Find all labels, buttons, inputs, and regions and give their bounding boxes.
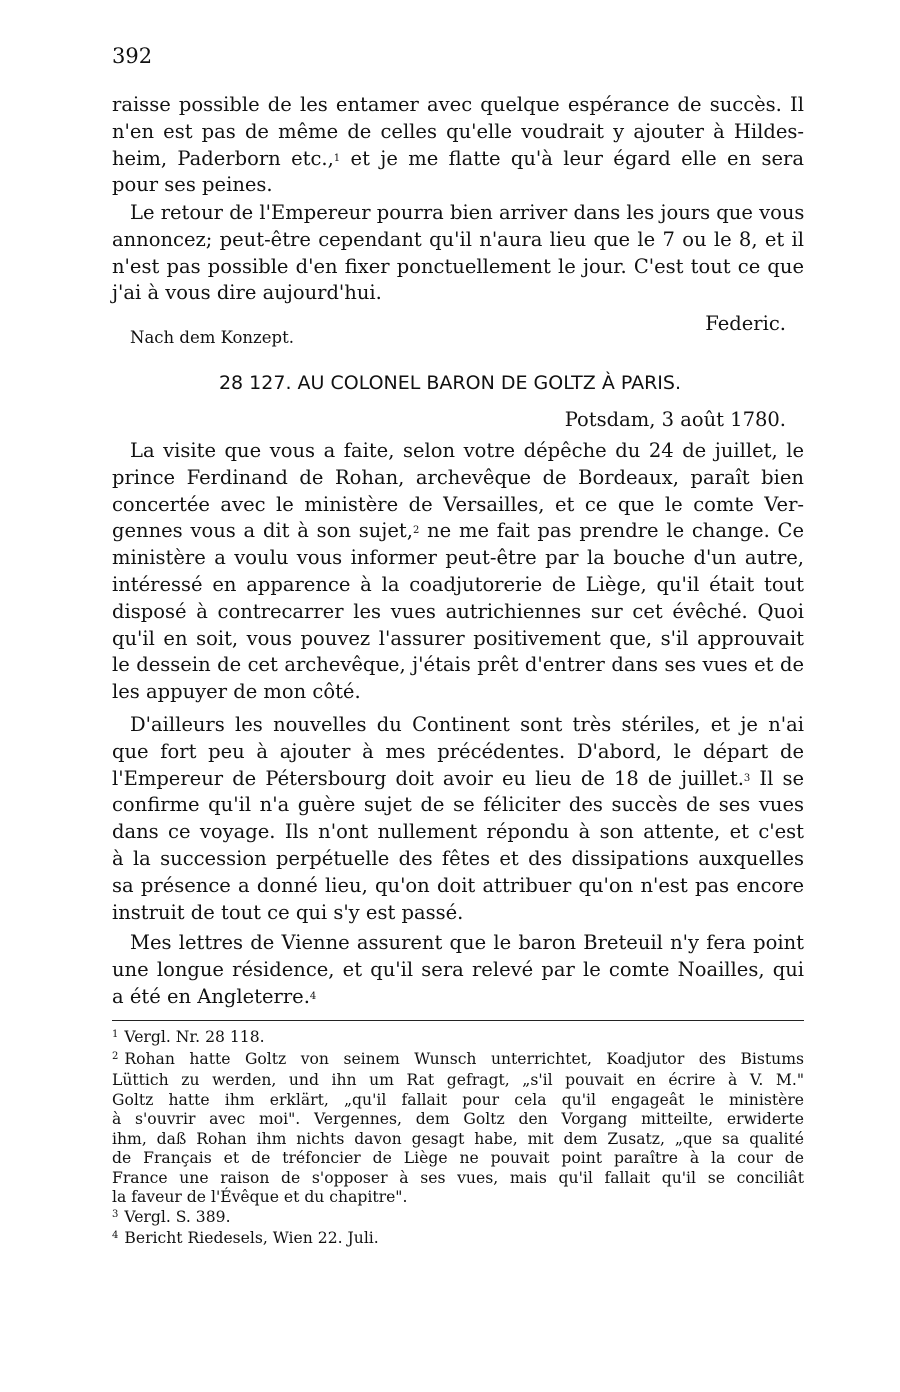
text-line: n'en est pas de même de celles qu'elle voudrait y ajouter à Hildes- xyxy=(112,119,804,143)
text-line: à la succession perpétuelle des fêtes et des dissipations auxquelles xyxy=(112,846,804,870)
paragraph-continent-news xyxy=(112,712,804,926)
text-line: que fort peu à ajouter à mes précédentes. D'abord, le départ de xyxy=(112,739,804,763)
footnotes xyxy=(112,1028,804,1251)
footnote-number: 4 xyxy=(112,1230,119,1241)
text-line: intéressé en apparence à la coadjutorerie de Liège, qu'il était tout xyxy=(112,572,804,596)
text-line: j'ai à vous dire aujourd'hui. xyxy=(112,281,382,305)
text-line: dans ce voyage. Ils n'ont nullement répondu à son attente, et c'est xyxy=(112,820,804,844)
text-line: prince Ferdinand de Rohan, archevêque de Bordeaux, paraît bien xyxy=(112,465,804,489)
footnote-4: $^4$ Bericht Riedesels, Wien 22. Juli. xyxy=(112,1229,379,1247)
footnote-number: 2 xyxy=(112,1050,119,1062)
footnote-ref[interactable]: 1 xyxy=(333,152,341,164)
footnote-3: $^3$ Vergl. S. 389. xyxy=(112,1207,231,1226)
text-line: gennes vous a dit à son sujet,$^2$ ne me fait pas prendre le change. Ce xyxy=(112,519,804,543)
paragraph-emperor-return xyxy=(112,200,804,307)
text-line: heim, Paderborn etc.,$^1$ et je me flatte qu'à leur égard elle en sera xyxy=(112,146,804,170)
footnote-divider xyxy=(112,1020,804,1021)
source-note: Nach dem Konzept. xyxy=(130,328,294,347)
text-line: une longue résidence, et qu'il sera relevé par le comte Noailles, qui xyxy=(112,957,804,981)
text-line: l'Empereur de Pétersbourg doit avoir eu lieu de 18 de juillet.$^3$ Il se xyxy=(112,766,804,790)
text-line: D'ailleurs les nouvelles du Continent sont très stériles, et je n'ai xyxy=(130,713,804,736)
footnote-1: $^1$ Vergl. Nr. 28 118. xyxy=(112,1028,265,1046)
text-line: raisse possible de les entamer avec quelque espérance de succès. Il xyxy=(112,93,804,116)
text-line: sa présence a donné lieu, qu'on doit attribuer qu'on n'est pas encore xyxy=(112,873,804,897)
text-line: Le retour de l'Empereur pourra bien arriver dans les jours que vous xyxy=(130,201,805,224)
paragraph-rohan-visit xyxy=(112,438,804,706)
text-line: disposé à contrecarrer les vues autrichiennes sur cet évêché. Quoi xyxy=(112,599,804,623)
letter-heading: 28 127. AU COLONEL BARON DE GOLTZ À PARIS. xyxy=(218,372,682,394)
closing-row xyxy=(112,310,786,350)
text-line: les appuyer de mon côté. xyxy=(112,680,361,704)
text-line: ministère a voulu vous informer peut-être par la bouche d'un autre, xyxy=(112,546,804,570)
place-date: Potsdam, 3 août 1780. xyxy=(564,408,786,431)
footnote-ref[interactable]: 3 xyxy=(743,772,751,784)
footnote-ref[interactable]: 2 xyxy=(412,525,420,537)
footnote-ref[interactable]: 4 xyxy=(309,990,317,1002)
paragraph-continuation xyxy=(112,92,804,199)
text-line: pour ses peines. xyxy=(112,173,273,197)
text-line: a été en Angleterre.$^4$ xyxy=(112,984,317,1008)
text-line: Mes lettres de Vienne assurent que le baron Breteuil n'y fera point xyxy=(130,931,804,954)
page-number: 392 xyxy=(112,44,153,68)
footnote-number: 3 xyxy=(112,1208,119,1220)
footnote-2: $^2$ Rohan hatte Goltz von seinem Wunsch unterrichtet, Koadjutor des Bistums Lüttich zu werden, und ihn um Rat gefragt, „s'il pouvait en écrire à V. M." Goltz hatte ihm erklärt, „qu'il fallait pour cela qu'il engageât le ministère à s'ouvrir avec moi". Vergennes, dem Goltz den Vorgang mitteilte, erwiderte ihm, daß Rohan ihm nichts davon gesagt habe, mit dem Zusatz, „que sa qualité de Français et de tréfoncier de Liège ne pouvait point paraître à la cour de France une raison de s'opposer à ses vues, mais qu'il fallait qu'il se conciliât la faveur de l'Évêque et du chapitre". xyxy=(112,1049,804,1206)
text-line: La visite que vous a faite, selon votre dépêche du 24 de juillet, le xyxy=(130,439,804,462)
text-line: concertée avec le ministère de Versailles, et ce que le comte Ver- xyxy=(112,492,804,516)
text-line: qu'il en soit, vous pouvez l'assurer positivement que, s'il approuvait xyxy=(112,626,804,650)
signature: Federic. xyxy=(705,312,786,335)
text-line: instruit de tout ce qui s'y est passé. xyxy=(112,900,464,924)
text-line: n'est pas possible d'en fixer ponctuellement le jour. C'est tout ce que xyxy=(112,254,804,278)
text-line: annoncez; peut-être cependant qu'il n'aura lieu que le 7 ou le 8, et il xyxy=(112,227,804,251)
paragraph-vienna-letters xyxy=(112,930,804,1010)
text-line: confirme qu'il n'a guère sujet de se féliciter des succès de ses vues xyxy=(112,793,804,817)
footnote-number: 1 xyxy=(112,1029,119,1040)
text-line: le dessein de cet archevêque, j'étais prêt d'entrer dans ses vues et de xyxy=(112,653,804,677)
